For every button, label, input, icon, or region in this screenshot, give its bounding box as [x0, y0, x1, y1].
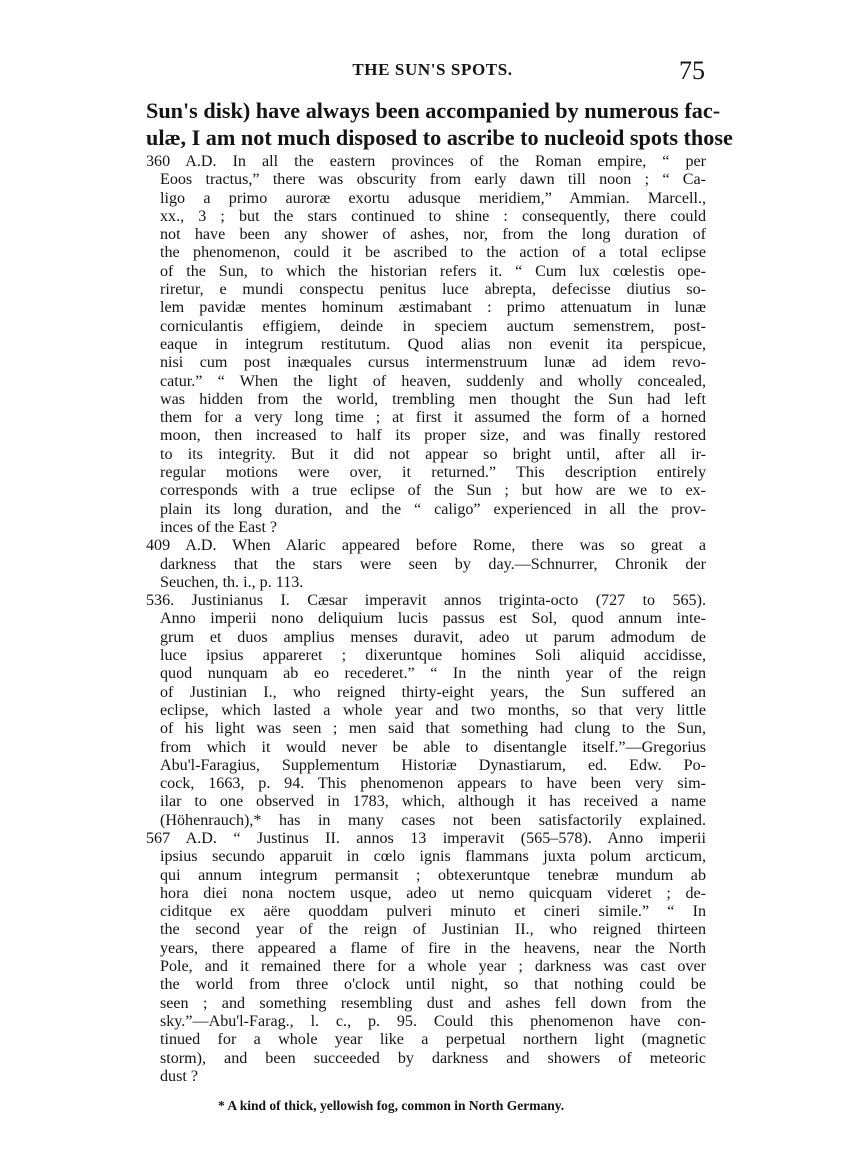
- running-title: THE SUN'S SPOTS.: [352, 60, 513, 79]
- text-line: eclipse, which lasted a whole year and two months, so that very little: [160, 701, 706, 719]
- text-line: to its integrity. But it did not appear so bright until, after all ir-: [160, 445, 706, 463]
- text-line: the second year of the reign of Justinian II., who reigned thirteen: [160, 921, 706, 939]
- text-line: corniculantis effigiem, deinde in speciem auctum semenstrem, post-: [160, 317, 706, 335]
- text-line: Eoos tractus,” there was obscurity from early dawn till noon ; “ Ca-: [160, 171, 706, 189]
- text-line: luce ipsius appareret ; dixeruntque homines Soli aliquid accidisse,: [160, 647, 706, 665]
- text-line: the phenomenon, could it be ascribed to the action of a total eclipse: [160, 244, 706, 262]
- text-line: 536. Justinianus I. Cæsar imperavit annos triginta-octo (727 to 565).: [146, 592, 706, 610]
- text-line: corresponds with a true eclipse of the Sun ; but how are we to ex-: [160, 482, 706, 500]
- lead-paragraph: [146, 97, 733, 151]
- text-line: years, there appeared a flame of fire in the heavens, near the North: [160, 939, 706, 957]
- text-line: 360 A.D. In all the eastern provinces of the Roman empire, “ per: [146, 153, 706, 170]
- text-line: from which it would never be able to disentangle itself.”—Gregorius: [160, 738, 706, 756]
- lead-line: ulæ, I am not much disposed to ascribe to nucleoid spots those: [146, 125, 733, 150]
- text-line: ilar to one observed in 1783, which, although it has received a name: [160, 793, 706, 811]
- text-line: catur.” “ When the light of heaven, suddenly and wholly concealed,: [160, 372, 706, 390]
- text-line: eaque in integrum restitutum. Quod alias non evenit ita perspicue,: [160, 335, 706, 353]
- text-line: Pole, and it remained there for a whole year ; darkness was cast over: [160, 958, 706, 976]
- text-line: tinued for a whole year like a perpetual northern light (magnetic: [160, 1031, 706, 1049]
- text-line: grum et duos amplius menses duravit, adeo ut parum admodum de: [160, 628, 706, 646]
- text-line: Abu'l-Faragius, Supplementum Historiæ Dynastiarum, ed. Edw. Po-: [160, 756, 706, 774]
- lead-line: Sun's disk) have always been accompanied by numerous fac-: [146, 98, 721, 123]
- text-line: Seuchen, th. i., p. 113.: [160, 573, 304, 591]
- text-line: Anno imperii nono deliquium lucis passus est Sol, quod annum inte-: [160, 610, 706, 628]
- text-line: sky.”—Abu'l-Farag., l. c., p. 95. Could this phenomenon have con-: [160, 1012, 706, 1030]
- text-line: ciditque ex aëre quoddam pulveri minuto et cineri simile.” “ In: [160, 903, 706, 921]
- text-line: them for a very long time ; at first it assumed the form of a horned: [160, 409, 706, 427]
- text-line: regular motions were over, it returned.” This description entirely: [160, 464, 706, 482]
- text-line: the world from three o'clock until night, so that nothing could be: [160, 976, 706, 994]
- text-line: lem pavidæ mentes hominum æstimabant : primo attenuatum in lunæ: [160, 299, 706, 317]
- text-line: inces of the East ?: [160, 518, 278, 536]
- text-line: nisi cum post inæquales cursus intermenstruum lunæ ad idem revo-: [160, 354, 706, 372]
- text-line: storm), and been succeeded by darkness and showers of meteoric: [160, 1049, 706, 1067]
- text-line: darkness that the stars were seen by day.—Schnurrer, Chronik der: [160, 555, 706, 573]
- text-line: ligo a primo auroræ exortu adusque meridiem,” Ammian. Marcell.,: [160, 189, 706, 207]
- text-line: plain its long duration, and the “ caligo” experienced in all the prov-: [160, 500, 706, 518]
- text-line: not have been any shower of ashes, nor, from the long duration of: [160, 226, 706, 244]
- text-line: cock, 1663, p. 94. This phenomenon appears to have been very sim-: [160, 775, 706, 793]
- chronology-entries: [146, 153, 706, 1086]
- text-line: seen ; and something resembling dust and ashes fell down from the: [160, 994, 706, 1012]
- text-line: 567 A.D. “ Justinus II. annos 13 imperavit (565–578). Anno imperii: [146, 829, 706, 847]
- text-line: of his light was seen ; men said that something had clung to the Sun,: [160, 720, 706, 738]
- footnote: * A kind of thick, yellowish fog, common in North Germany.: [218, 1098, 565, 1113]
- text-line: riretur, e mundi conspectu penitus luce abrepta, defecisse diutius so-: [160, 281, 706, 299]
- text-line: moon, then increased to half its proper size, and was finally restored: [160, 427, 706, 445]
- text-line: dust ?: [160, 1067, 198, 1085]
- text-line: hora diei nona noctem usque, adeo ut nemo quicquam videret ; de-: [160, 884, 706, 902]
- text-line: (Höhenrauch),* has in many cases not been satisfactorily explained.: [160, 811, 706, 829]
- text-line: qui annum integrum permansit ; obtexeruntque tenebræ mundum ab: [160, 866, 706, 884]
- page-number: 75: [679, 56, 705, 85]
- text-line: of Justinian I., who reigned thirty-eight years, the Sun suffered an: [160, 683, 706, 701]
- text-line: of the Sun, to which the historian refers it. “ Cum lux cœlestis ope-: [160, 262, 706, 280]
- text-line: xx., 3 ; but the stars continued to shine : consequently, there could: [160, 207, 706, 225]
- text-line: quod nunquam ab eo recederet.” “ In the ninth year of the reign: [160, 665, 706, 683]
- text-line: ipsius secundo apparuit in cœlo ignis flammans juxta polum arcticum,: [160, 848, 706, 866]
- text-line: was hidden from the world, trembling men thought the Sun had left: [160, 390, 706, 408]
- text-line: 409 A.D. When Alaric appeared before Rome, there was so great a: [146, 537, 706, 555]
- page-header: [160, 56, 705, 90]
